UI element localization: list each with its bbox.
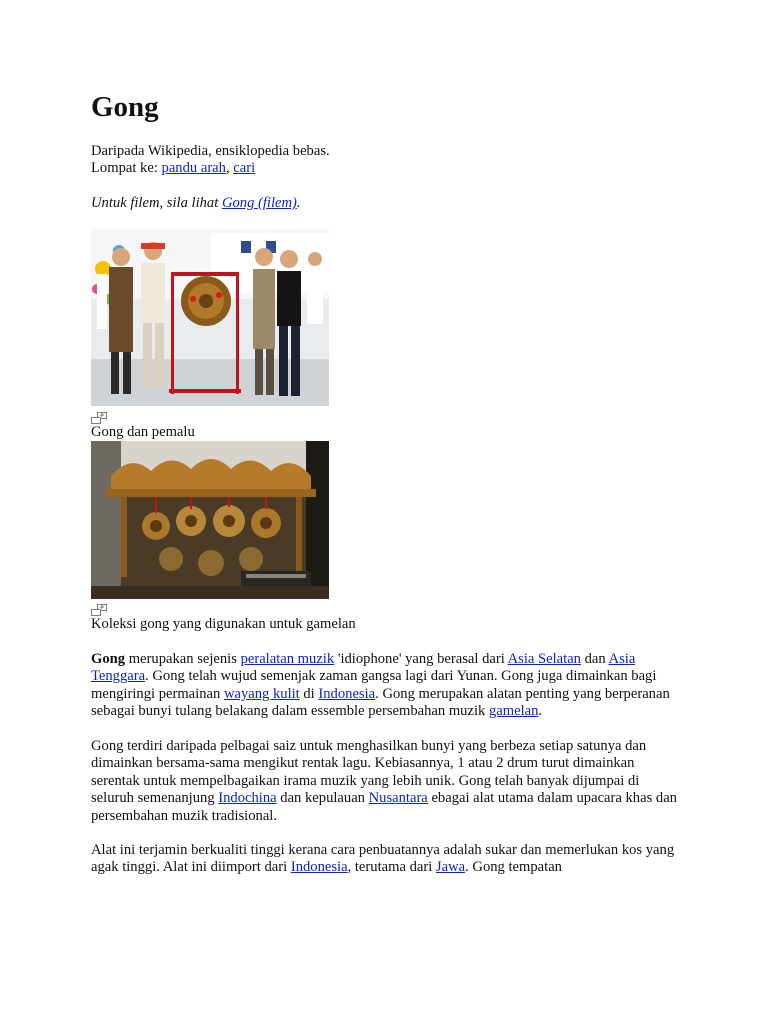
jump-prefix: Lompat ke: xyxy=(91,160,162,176)
gong-ceremony-illustration xyxy=(91,229,329,406)
figure-caption: Koleksi gong yang digunakan untuk gamelan xyxy=(91,616,356,632)
text: dan kepulauan xyxy=(276,790,369,807)
hatnote xyxy=(91,195,301,212)
jawa-link[interactable]: Jawa xyxy=(435,859,466,876)
search-link[interactable]: cari xyxy=(233,160,256,176)
text: merupakan sejenis xyxy=(125,651,241,667)
gong-film-link[interactable]: Gong (filem) xyxy=(221,195,297,211)
hatnote-prefix: Untuk filem, sila lihat xyxy=(91,195,222,211)
nusantara-link[interactable]: Nusantara xyxy=(368,790,428,807)
indochina-link[interactable]: Indochina xyxy=(218,790,277,807)
gong-ceremony-photo[interactable] xyxy=(91,229,329,406)
magnify-clip-icon[interactable] xyxy=(91,412,107,424)
text: 'idiophone' yang berasal dari xyxy=(334,651,508,667)
text: . xyxy=(538,703,543,720)
page-title: Gong xyxy=(91,91,159,123)
jump-separator: , xyxy=(225,160,234,176)
text: ebagai alat utama dalam upacara khas dan persembahan muzik tradisional. xyxy=(91,790,677,824)
jump-to-line xyxy=(91,160,255,177)
asia-selatan-link[interactable]: Asia Selatan xyxy=(507,651,581,667)
gamelan-link[interactable]: gamelan xyxy=(488,703,539,720)
hatnote-suffix: . xyxy=(296,195,301,211)
magnify-clip-icon[interactable] xyxy=(91,604,107,616)
gamelan-gong-photo[interactable] xyxy=(91,441,329,599)
text: . Gong merupakan alatan penting yang berperanan sebagai bunyi tulang belakang dalam essemble persembahan muzik xyxy=(91,685,670,720)
text: dan xyxy=(580,651,609,667)
text: Gong terdiri daripada pelbagai saiz untuk menghasilkan bunyi yang berbeza setiap satunya dan dimainkan bersama-sama mengikut rentak lagu. Kebiasannya, 1 atau 2 drum turut dimainkan serentak untuk mempelbagaikan irama muzik yang lebih unik. Gong telah banyak dijumpai di seluruh semenanjung xyxy=(91,738,647,807)
asia-tenggara-link[interactable]: Asia Tenggara xyxy=(91,651,636,685)
paragraph-quality xyxy=(91,842,683,877)
paragraph-sizes xyxy=(91,738,683,825)
text: . Gong tempatan xyxy=(465,859,562,876)
gamelan-illustration xyxy=(91,441,329,599)
bold-term: Gong xyxy=(91,651,126,667)
text: Alat ini terjamin berkualiti tinggi kerana cara penbuatannya adalah sukar dan memerlukan kos yang agak tinggi. Alat ini diimport dari xyxy=(91,842,675,876)
figure-caption: Gong dan pemalu xyxy=(91,424,195,440)
source-line: Daripada Wikipedia, ensiklopedia bebas. xyxy=(91,143,330,159)
navigation-link[interactable]: pandu arah xyxy=(161,160,226,176)
text: di xyxy=(299,685,319,702)
wayang-kulit-link[interactable]: wayang kulit xyxy=(223,685,300,702)
paragraph-intro xyxy=(91,651,683,721)
text: , terutama dari xyxy=(347,859,436,876)
indonesia-link[interactable]: Indonesia xyxy=(290,859,348,876)
indonesia-link[interactable]: Indonesia xyxy=(318,685,376,702)
text: . Gong telah wujud semenjak zaman gangsa lagi dari Yunan. Gong juga dimainkan bagi mengiringi permainan xyxy=(91,668,657,702)
peralatan-muzik-link[interactable]: peralatan muzik xyxy=(240,651,335,667)
